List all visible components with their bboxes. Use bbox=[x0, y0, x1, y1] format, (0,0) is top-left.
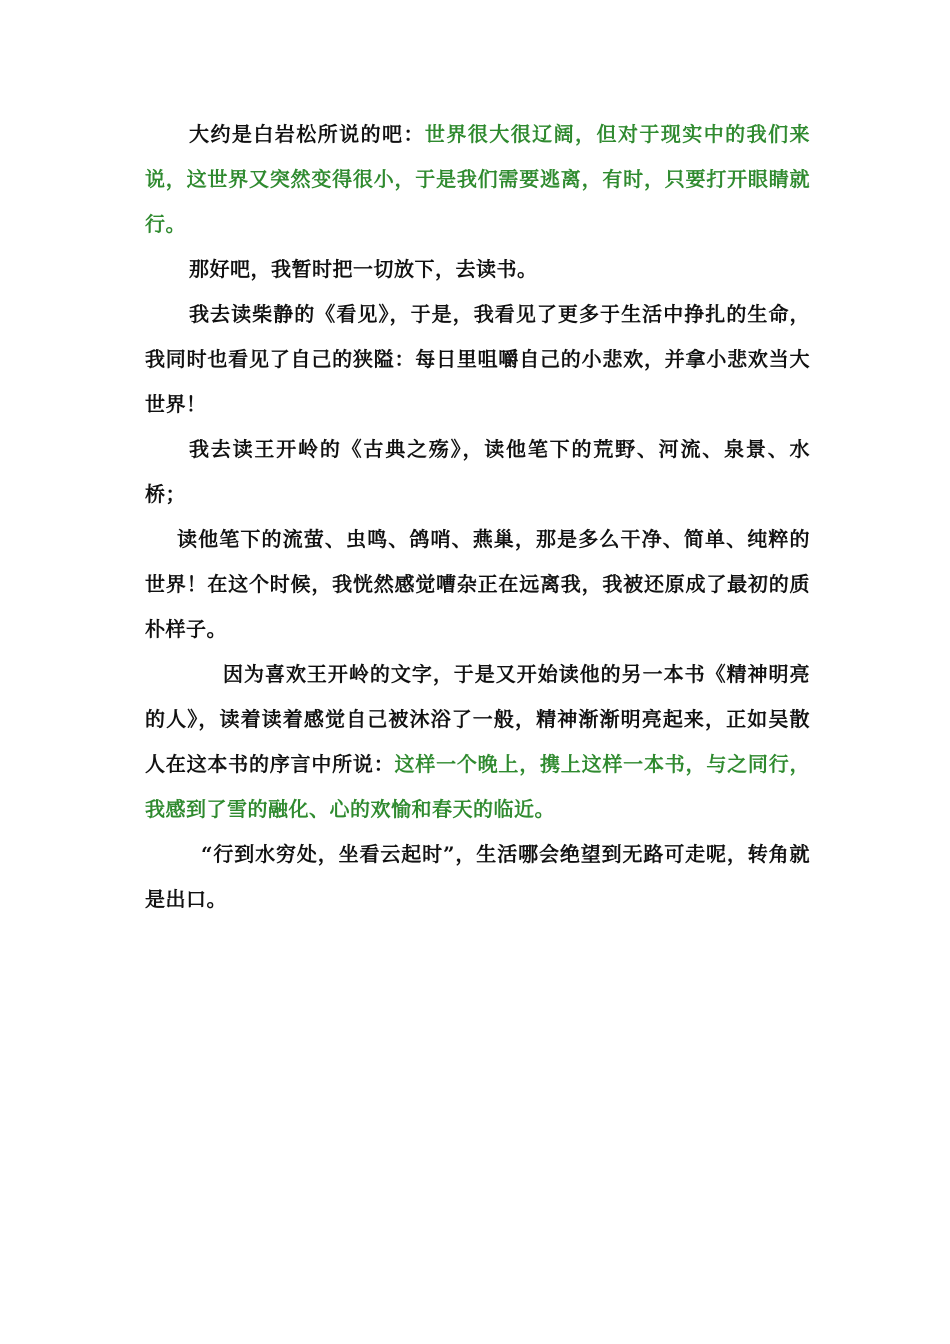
paragraph-bai-yansong bbox=[145, 112, 810, 247]
article-body bbox=[145, 112, 810, 922]
paragraph-text: “行到水穷处，坐看云起时”，生活哪会绝望到无路可走呢，转角就是出口。 bbox=[145, 842, 810, 911]
paragraph-chai-jing bbox=[145, 292, 810, 427]
quote-text: 这样一个晚上，携上这样一本书，与之同行，我感到了雪的融化、心的欢愉和春天的临近。 bbox=[145, 752, 811, 821]
paragraph-text: 读他笔下的流萤、虫鸣、鸽哨、燕巢，那是多么干净、简单、纯粹的世界！在这个时候，我恍然感觉嘈杂正在远离我，我被还原成了最初的质朴样子。 bbox=[145, 527, 810, 641]
paragraph-text: 那好吧，我暂时把一切放下，去读书。 bbox=[189, 257, 538, 281]
paragraph-text: 我去读王开岭的《古典之殇》，读他笔下的荒野、河流、泉景、水桥； bbox=[145, 437, 810, 506]
paragraph-conclusion bbox=[145, 832, 810, 922]
paragraph-put-down bbox=[145, 247, 810, 292]
quote-text: 世界很大很辽阔，但对于现实中的我们来说，这世界又突然变得很小，于是我们需要逃离，有时，只要打开眼睛就行。 bbox=[145, 122, 811, 236]
paragraph-lead-text: 因为喜欢王开岭的文字，于是又开始读他的另一本书《精神明亮的人》，读着读着感觉自己被沐浴了一般，精神渐渐明亮起来，正如吴散人在这本书的序言中所说： bbox=[145, 662, 810, 776]
paragraph-bright-people bbox=[145, 652, 810, 832]
paragraph-wang-kailing-classic bbox=[145, 427, 810, 517]
paragraph-lead-text: 大约是白岩松所说的吧： bbox=[189, 122, 425, 146]
paragraph-fireflies bbox=[145, 517, 810, 652]
paragraph-text: 我去读柴静的《看见》，于是，我看见了更多于生活中挣扎的生命，我同时也看见了自己的狭隘：每日里咀嚼自己的小悲欢，并拿小悲欢当大世界！ bbox=[145, 302, 810, 416]
